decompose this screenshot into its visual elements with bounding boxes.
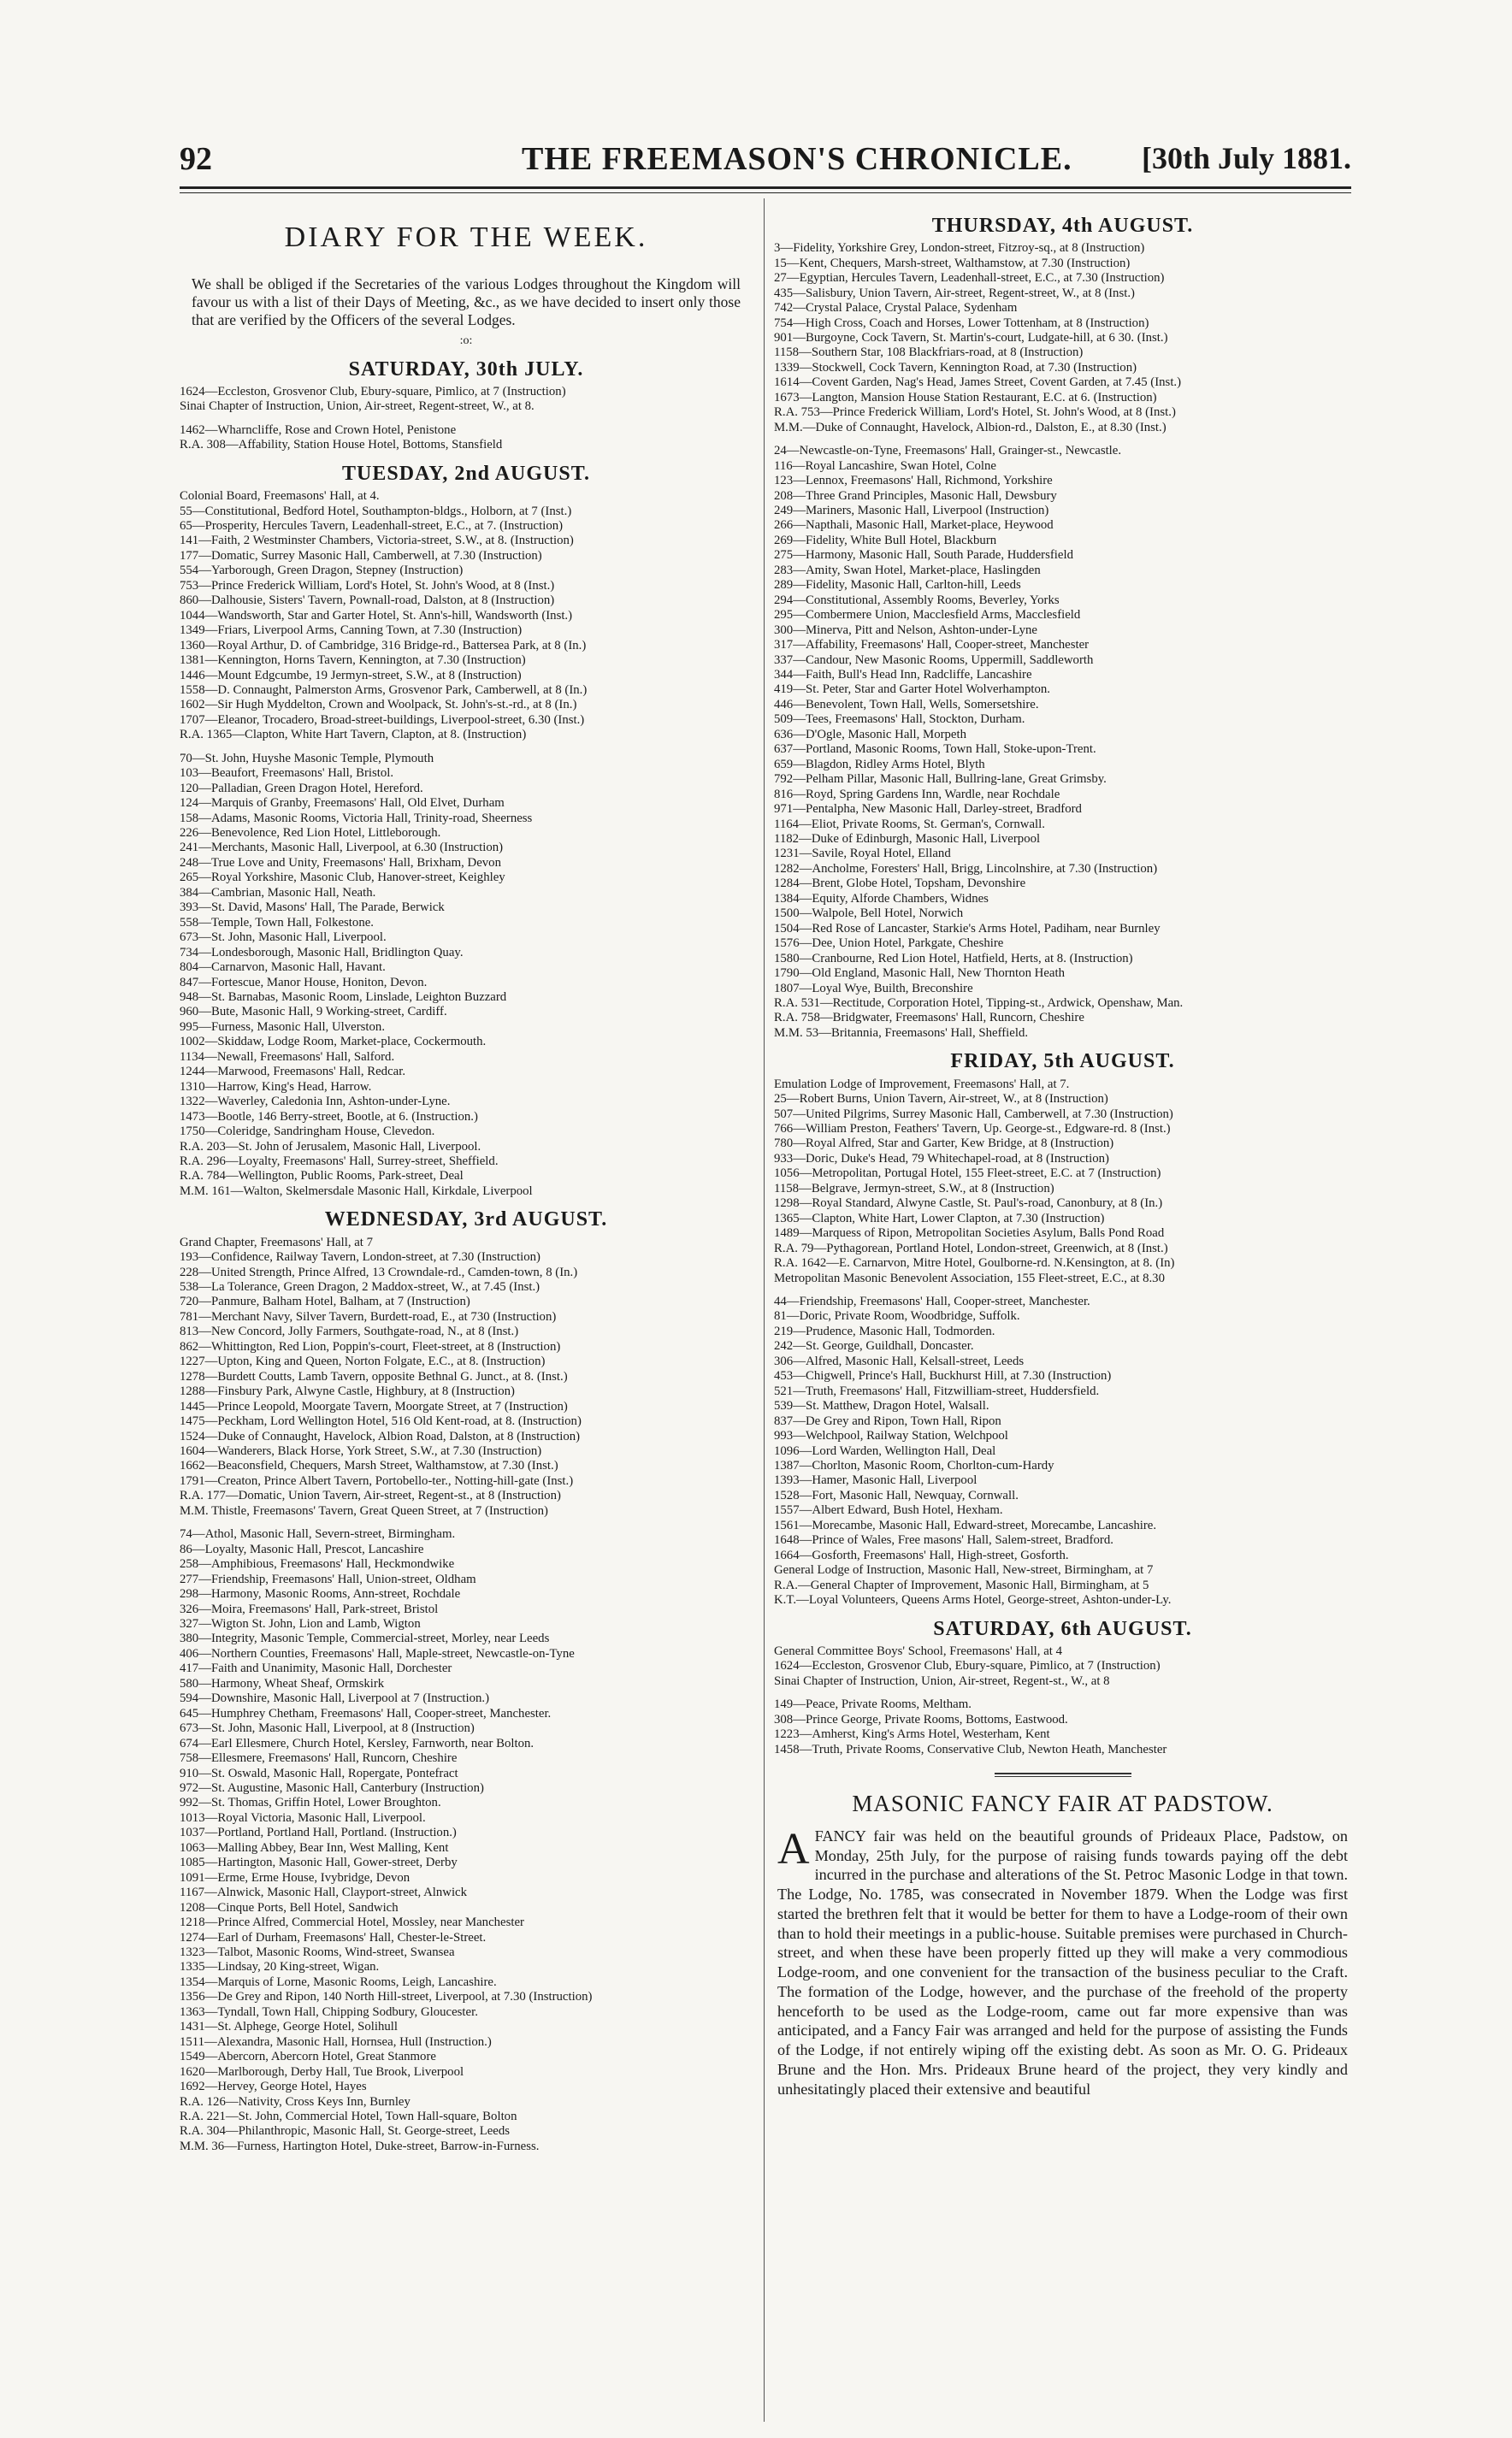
meeting-entry: R.A. 221—St. John, Commercial Hotel, Town Hall-square, Bolton [180, 2109, 517, 2123]
meeting-entry: R.A. 308—Affability, Station House Hotel, Bottoms, Stansfield [180, 438, 503, 452]
meeting-entry: K.T.—Loyal Volunteers, Queens Arms Hotel, George-street, Ashton-under-Ly. [774, 1593, 1172, 1608]
meeting-entry: 1576—Dee, Union Hotel, Parkgate, Cheshire [774, 936, 1004, 951]
meeting-entry: 507—United Pilgrims, Surrey Masonic Hall, Camberwell, at 7.30 (Instruction) [774, 1107, 1173, 1121]
meeting-entry: R.A. 1365—Clapton, White Hart Tavern, Clapton, at 8. (Instruction) [180, 728, 527, 742]
meeting-entry: General Committee Boys' School, Freemasons' Hall, at 4 [774, 1644, 1062, 1658]
meeting-entry: 792—Pelham Pillar, Masonic Hall, Bullring-lane, Great Grimsby. [774, 772, 1107, 787]
meeting-entry: 1335—Lindsay, 20 King-street, Wigan. [180, 1960, 380, 1975]
meeting-entry: 242—St. George, Guildhall, Doncaster. [774, 1339, 974, 1354]
meeting-entry: 645—Humphrey Chetham, Freemasons' Hall, Cooper-street, Manchester. [180, 1706, 552, 1721]
meeting-entry: R.A. 177—Domatic, Union Tavern, Air-street, Regent-st., at 8 (Instruction) [180, 1489, 561, 1503]
meeting-entry: 158—Adams, Masonic Rooms, Victoria Hall, Trinity-road, Sheerness [180, 811, 533, 825]
meeting-entry: 1604—Wanderers, Black Horse, York Street, S.W., at 7.30 (Instruction) [180, 1444, 542, 1459]
meeting-list [774, 1295, 1351, 1609]
meeting-entry: 813—New Concord, Jolly Farmers, Southgate-road, N., at 8 (Inst.) [180, 1325, 519, 1339]
meeting-entry: 1558—D. Connaught, Palmerston Arms, Grosvenor Park, Camberwell, at 8 (In.) [180, 682, 588, 697]
meeting-entry: 1489—Marquess of Ripon, Metropolitan Societies Asylum, Balls Pond Road [774, 1226, 1165, 1241]
meeting-entry: Sinai Chapter of Instruction, Union, Air-street, Regent-street, W., at 8. [180, 399, 535, 414]
article-title: MASONIC FANCY FAIR AT PADSTOW. [852, 1790, 1273, 1816]
meeting-entry: 417—Faith and Unanimity, Masonic Hall, Dorchester [180, 1662, 452, 1676]
meeting-entry: 995—Furness, Masonic Hall, Ulverston. [180, 1019, 386, 1034]
meeting-entry: 120—Palladian, Green Dragon Hotel, Hereford. [180, 781, 423, 795]
meeting-entry: 81—Doric, Private Room, Woodbridge, Suffolk. [774, 1309, 1020, 1324]
meeting-entry: 1511—Alexandra, Masonic Hall, Hornsea, Hull (Instruction.) [180, 2034, 492, 2049]
meeting-entry: 1322—Waverley, Caledonia Inn, Ashton-under-Lyne. [180, 1095, 451, 1109]
meeting-entry: 1134—Newall, Freemasons' Hall, Salford. [180, 1049, 395, 1064]
column-divider [764, 198, 765, 2422]
meeting-entry: Sinai Chapter of Instruction, Union, Air-street, Regent-st., W., at 8 [774, 1674, 1110, 1688]
group-gap [774, 1689, 1351, 1697]
meeting-entry: 317—Affability, Freemasons' Hall, Cooper-street, Manchester [774, 638, 1090, 652]
meeting-entry: 226—Benevolence, Red Lion Hotel, Littleborough. [180, 826, 441, 841]
meeting-entry: 149—Peace, Private Rooms, Meltham. [774, 1697, 972, 1712]
meeting-entry: 1085—Hartington, Masonic Hall, Gower-street, Derby [180, 1856, 458, 1870]
meeting-entry: 509—Tees, Freemasons' Hall, Stockton, Durham. [774, 712, 1025, 727]
meeting-entry: Metropolitan Masonic Benevolent Association, 155 Fleet-street, E.C., at 8.30 [774, 1271, 1165, 1285]
meeting-entry: 837—De Grey and Ripon, Town Hall, Ripon [774, 1414, 1001, 1428]
group-gap [774, 1286, 1351, 1295]
meeting-entry: 453—Chigwell, Prince's Hall, Buckhurst Hill, at 7.30 (Instruction) [774, 1369, 1112, 1384]
section-rule [995, 1773, 1131, 1777]
meeting-entry: 446—Benevolent, Town Hall, Wells, Somersetshire. [774, 697, 1039, 711]
meeting-entry: 1298—Royal Standard, Alwyne Castle, St. Paul's-road, Canonbury, at 8 (In.) [774, 1196, 1163, 1211]
meeting-entry: 1602—Sir Hugh Myddelton, Crown and Woolpack, St. John's-st.-rd., at 8 (In.) [180, 698, 577, 712]
meeting-entry: 972—St. Augustine, Masonic Hall, Canterbury (Instruction) [180, 1780, 484, 1795]
meeting-entry: 1218—Prince Alfred, Commercial Hotel, Mossley, near Manchester [180, 1916, 524, 1930]
meeting-entry: 1458—Truth, Private Rooms, Conservative Club, Newton Heath, Manchester [774, 1742, 1167, 1756]
meeting-entry: 1323—Talbot, Masonic Rooms, Wind-street, Swansea [180, 1945, 455, 1959]
meeting-entry: R.A. 531—Rectitude, Corporation Hotel, Tipping-st., Ardwick, Openshaw, Man. [774, 995, 1184, 1010]
meeting-entry: 219—Prudence, Masonic Hall, Todmorden. [774, 1324, 995, 1338]
meeting-entry: M.M. Thistle, Freemasons' Tavern, Great Queen Street, at 7 (Instruction) [180, 1503, 548, 1518]
meeting-entry: R.A. 296—Loyalty, Freemasons' Hall, Surrey-street, Sheffield. [180, 1154, 499, 1168]
meeting-entry: 25—Robert Burns, Union Tavern, Air-street, W., at 8 (Instruction) [774, 1092, 1108, 1107]
meeting-entry: 24—Newcastle-on-Tyne, Freemasons' Hall, Grainger-st., Newcastle. [774, 444, 1122, 458]
meeting-entry: 1354—Marquis of Lorne, Masonic Rooms, Leigh, Lancashire. [180, 1975, 497, 1989]
meeting-entry: 816—Royd, Spring Gardens Inn, Wardle, near Rochdale [774, 787, 1060, 801]
meeting-entry: 847—Fortescue, Manor House, Honiton, Devon. [180, 975, 428, 989]
meeting-entry: 1807—Loyal Wye, Builth, Breconshire [774, 981, 973, 995]
article-text: FANCY fair was held on the beautiful grounds of Prideaux Place, Padstow, on Monday, 25th July, for the purpose of raising funds towards paying off the debt incurred in the purchase and alterations of the St. Petroc Masonic Lodge in that town. The Lodge, No. 1785, was consecrated in November 1879. When the Lodge was first started the brethren felt that it would be better for them to have a Lodge-room of their own than to hold their meetings in a public-house. Suitable premises were purchased in Church-street, and when these have been properly fitted up they will make a very commodious Lodge-room, and one convenient for the transaction of the business peculiar to the Craft. The formation of the Lodge, however, and the purchase of the freehold of the property henceforth to be used as the Lodge-room, came out far more expensive than was anticipated, and a Fancy Fair was arranged and held for the purpose of assisting the Funds of the Lodge, if not entirely wiping off the existing debt. As soon as Mr. O. G. Prideaux Brune and the Hon. Mrs. Prideaux Brune heard of the project, they very kindly and unhesitatingly placed their extensive and beautiful [777, 1827, 1348, 2098]
meeting-entry: 435—Salisbury, Union Tavern, Air-street, Regent-street, W., at 8 (Inst.) [774, 286, 1135, 300]
meeting-entry: 65—Prosperity, Hercules Tavern, Leadenhall-street, E.C., at 7. (Instruction) [180, 518, 564, 533]
meeting-entry: 306—Alfred, Masonic Hall, Kelsall-street, Leeds [774, 1354, 1025, 1368]
meeting-entry: 327—Wigton St. John, Lion and Lamb, Wigton [180, 1617, 421, 1631]
meeting-entry: 1091—Erme, Erme House, Ivybridge, Devon [180, 1870, 410, 1885]
meeting-entry: 1624—Eccleston, Grosvenor Club, Ebury-square, Pimlico, at 7 (Instruction) [180, 384, 566, 398]
meeting-entry: 380—Integrity, Masonic Temple, Commercial-street, Morley, near Leeds [180, 1632, 550, 1646]
meeting-entry: 753—Prince Frederick William, Lord's Hotel, St. John's Wood, at 8 (Inst.) [180, 578, 555, 593]
meeting-entry: 862—Whittington, Red Lion, Poppin's-court, Fleet-street, at 8 (Instruction) [180, 1339, 561, 1354]
meeting-entry: 15—Kent, Chequers, Marsh-street, Walthamstow, at 7.30 (Instruction) [774, 256, 1131, 270]
meeting-entry: 1381—Kennington, Horns Tavern, Kennington, at 7.30 (Instruction) [180, 653, 526, 668]
meeting-entry: 971—Pentalpha, New Masonic Hall, Darley-street, Bradford [774, 802, 1082, 817]
meeting-entry: 116—Royal Lancashire, Swan Hotel, Colne [774, 458, 996, 473]
meeting-entry: 780—Royal Alfred, Star and Garter, Kew Bridge, at 8 (Instruction) [774, 1136, 1114, 1151]
paper-title: THE FREEMASON'S CHRONICLE. [522, 141, 1072, 177]
meeting-entry: 124—Marquis of Granby, Freemasons' Hall, Old Elvet, Durham [180, 796, 505, 811]
meeting-entry: 1791—Creaton, Prince Albert Tavern, Portobello-ter., Notting-hill-gate (Inst.) [180, 1473, 574, 1488]
meeting-entry: 266—Napthali, Masonic Hall, Market-place, Heywood [774, 518, 1054, 533]
meeting-entry: 300—Minerva, Pitt and Nelson, Ashton-under-Lyne [774, 623, 1037, 637]
meeting-list [180, 1527, 753, 2154]
meeting-entry: 1475—Peckham, Lord Wellington Hotel, 516 Old Kent-road, at 8. (Instruction) [180, 1414, 582, 1429]
meeting-entry: 1284—Brent, Globe Hotel, Topsham, Devonshire [774, 877, 1026, 891]
meeting-entry: 594—Downshire, Masonic Hall, Liverpool at 7 (Instruction.) [180, 1691, 490, 1706]
meeting-entry: 298—Harmony, Masonic Rooms, Ann-street, Rochdale [180, 1587, 461, 1602]
article-body [777, 1824, 1348, 2099]
meeting-entry: 344—Faith, Bull's Head Inn, Radcliffe, Lancashire [774, 668, 1032, 682]
meeting-list [774, 241, 1351, 435]
meeting-entry: 580—Harmony, Wheat Sheaf, Ormskirk [180, 1676, 385, 1691]
meeting-entry: 123—Lennox, Freemasons' Hall, Richmond, Yorkshire [774, 474, 1053, 488]
meeting-entry: 960—Bute, Masonic Hall, 9 Working-street, Cardiff. [180, 1005, 447, 1019]
meeting-entry: 1339—Stockwell, Cock Tavern, Kennington Road, at 7.30 (Instruction) [774, 360, 1137, 375]
meeting-entry: R.A. 753—Prince Frederick William, Lord's Hotel, St. John's Wood, at 8 (Inst.) [774, 405, 1176, 420]
meeting-entry: 308—Prince George, Private Rooms, Bottoms, Eastwood. [774, 1712, 1068, 1727]
diary-intro: We shall be obliged if the Secretaries of the various Lodges throughout the Kingdom will favour us with a list of their Days of Meeting, &c., as we have decided to insert only those that are verified by the Officers of the several Lodges. [192, 275, 741, 329]
meeting-entry: 1528—Fort, Masonic Hall, Newquay, Cornwall. [774, 1488, 1019, 1502]
meeting-entry: 1393—Hamer, Masonic Hall, Liverpool [774, 1473, 977, 1488]
meeting-list [774, 1077, 1351, 1286]
meeting-entry: 538—La Tolerance, Green Dragon, 2 Maddox-street, W., at 7.45 (Inst.) [180, 1280, 540, 1295]
group-gap [180, 1519, 753, 1527]
meeting-list [774, 1644, 1351, 1689]
meeting-entry: 1044—Wandsworth, Star and Garter Hotel, St. Ann's-hill, Wandsworth (Inst.) [180, 608, 573, 623]
meeting-entry: 275—Harmony, Masonic Hall, South Parade, Huddersfield [774, 548, 1073, 563]
masthead-rule-thick [180, 186, 1351, 189]
meeting-entry: 1384—Equity, Alforde Chambers, Widnes [774, 891, 989, 906]
masthead [180, 137, 1351, 188]
day-heading-tuesday-2: TUESDAY, 2nd AUGUST. [342, 462, 590, 485]
page-number: 92 [180, 141, 212, 177]
meeting-entry: 1473—Bootle, 146 Berry-street, Bootle, at 6. (Instruction.) [180, 1109, 478, 1124]
meeting-entry: 1445—Prince Leopold, Moorgate Tavern, Moorgate Street, at 7 (Instruction) [180, 1399, 568, 1414]
meeting-entry: 673—St. John, Masonic Hall, Liverpool. [180, 930, 387, 945]
meeting-entry: 249—Mariners, Masonic Hall, Liverpool (Instruction) [774, 504, 1049, 518]
meeting-entry: 1790—Old England, Masonic Hall, New Thornton Heath [774, 966, 1065, 981]
meeting-entry: 241—Merchants, Masonic Hall, Liverpool, at 6.30 (Instruction) [180, 841, 504, 855]
meeting-entry: 248—True Love and Unity, Freemasons' Hall, Brixham, Devon [180, 855, 501, 870]
drop-cap: A [777, 1824, 810, 1874]
meeting-entry: 1056—Metropolitan, Portugal Hotel, 155 Fleet-street, E.C. at 7 (Instruction) [774, 1166, 1161, 1181]
meeting-entry: 3—Fidelity, Yorkshire Grey, London-street, Fitzroy-sq., at 8 (Instruction) [774, 241, 1145, 256]
meeting-entry: 637—Portland, Masonic Rooms, Town Hall, Stoke-upon-Trent. [774, 742, 1096, 757]
meeting-entry: R.A. 79—Pythagorean, Portland Hotel, London-street, Greenwich, at 8 (Inst.) [774, 1241, 1168, 1255]
meeting-entry: 1500—Walpole, Bell Hotel, Norwich [774, 906, 964, 921]
meeting-entry: 1244—Marwood, Freemasons' Hall, Redcar. [180, 1065, 406, 1079]
day-heading-saturday-6: SATURDAY, 6th AUGUST. [933, 1617, 1192, 1640]
meeting-entry: 1446—Mount Edgcumbe, 19 Jermyn-street, S.W., at 8 (Instruction) [180, 668, 522, 682]
meeting-list [774, 444, 1351, 1041]
meeting-entry: 384—Cambrian, Masonic Hall, Neath. [180, 885, 376, 900]
meeting-entry: 1524—Duke of Connaught, Havelock, Albion Road, Dalston, at 8 (Instruction) [180, 1429, 581, 1443]
meeting-entry: R.A. 1642—E. Carnarvon, Mitre Hotel, Goulborne-rd. N.Kensington, at 8. (In) [774, 1256, 1175, 1271]
meeting-list [180, 423, 753, 453]
meeting-entry: 1208—Cinque Ports, Bell Hotel, Sandwich [180, 1900, 399, 1915]
meeting-entry: 910—St. Oswald, Masonic Hall, Ropergate, Pontefract [180, 1766, 458, 1780]
meeting-entry: 1164—Eliot, Private Rooms, St. German's, Cornwall. [774, 817, 1045, 831]
meeting-entry: 1002—Skiddaw, Lodge Room, Market-place, Cockermouth. [180, 1035, 487, 1049]
day-heading-thursday-4: THURSDAY, 4th AUGUST. [931, 215, 1194, 237]
issue-date: [30th July 1881. [1141, 141, 1351, 175]
meeting-entry: 1363—Tyndall, Town Hall, Chipping Sodbury, Gloucester. [180, 2004, 478, 2019]
meeting-entry: 1167—Alnwick, Masonic Hall, Clayport-street, Alnwick [180, 1886, 468, 1900]
meeting-entry: 1750—Coleridge, Sandringham House, Clevedon. [180, 1125, 435, 1139]
meeting-entry: 993—Welchpool, Railway Station, Welchpool [774, 1429, 1008, 1443]
meeting-entry: 1557—Albert Edward, Bush Hotel, Hexham. [774, 1503, 1003, 1518]
meeting-entry: 27—Egyptian, Hercules Tavern, Leadenhall-street, E.C., at 7.30 (Instruction) [774, 271, 1165, 286]
meeting-entry: 294—Constitutional, Assembly Rooms, Beverley, Yorks [774, 593, 1060, 607]
meeting-entry: 295—Combermere Union, Macclesfield Arms, Macclesfield [774, 608, 1081, 623]
meeting-entry: 1580—Cranbourne, Red Lion Hotel, Hatfield, Herts, at 8. (Instruction) [774, 951, 1133, 965]
meeting-entry: 636—D'Ogle, Masonic Hall, Morpeth [774, 727, 966, 741]
meeting-entry: 558—Temple, Town Hall, Folkestone. [180, 915, 374, 930]
meeting-entry: 1664—Gosforth, Freemasons' Hall, High-street, Gosforth. [774, 1548, 1069, 1562]
meeting-entry: 860—Dalhousie, Sisters' Tavern, Pownall-road, Dalston, at 8 (Instruction) [180, 593, 555, 608]
meeting-entry: 901—Burgoyne, Cock Tavern, St. Martin's-court, Ludgate-hill, at 6 30. (Inst.) [774, 331, 1168, 345]
meeting-entry: M.M. 53—Britannia, Freemasons' Hall, Sheffield. [774, 1025, 1029, 1040]
meeting-entry: 208—Three Grand Principles, Masonic Hall, Dewsbury [774, 488, 1057, 503]
meeting-entry: 659—Blagdon, Ridley Arms Hotel, Blyth [774, 757, 985, 771]
meeting-entry: 1504—Red Rose of Lancaster, Starkie's Arms Hotel, Padiham, near Burnley [774, 921, 1161, 936]
group-gap [180, 743, 753, 752]
meeting-entry: 1349—Friars, Liverpool Arms, Canning Town, at 7.30 (Instruction) [180, 623, 523, 638]
meeting-entry: Grand Chapter, Freemasons' Hall, at 7 [180, 1235, 374, 1249]
meeting-entry: 269—Fidelity, White Bull Hotel, Blackburn [774, 533, 997, 547]
meeting-entry: 766—William Preston, Feathers' Tavern, Up. George-st., Edgware-rd. 8 (Inst.) [774, 1122, 1171, 1136]
meeting-entry: 103—Beaufort, Freemasons' Hall, Bristol. [180, 766, 394, 781]
left-column [180, 205, 753, 2154]
meeting-entry: 419—St. Peter, Star and Garter Hotel Wolverhampton. [774, 682, 1050, 697]
meeting-entry: R.A. 304—Philanthropic, Masonic Hall, St. George-street, Leeds [180, 2124, 511, 2139]
meeting-entry: 1620—Marlborough, Derby Hall, Tue Brook, Liverpool [180, 2064, 464, 2079]
meeting-entry: 1227—Upton, King and Queen, Norton Folgate, E.C., at 8. (Instruction) [180, 1355, 546, 1369]
meeting-list [180, 1236, 753, 1520]
meeting-entry: General Lodge of Instruction, Masonic Hall, New-street, Birmingham, at 7 [774, 1563, 1154, 1578]
meeting-entry: 1387—Chorlton, Masonic Room, Chorlton-cum-Hardy [774, 1458, 1054, 1473]
meeting-entry: 673—St. John, Masonic Hall, Liverpool, at 8 (Instruction) [180, 1721, 475, 1736]
meeting-entry: 948—St. Barnabas, Masonic Room, Linslade, Leighton Buzzard [180, 990, 507, 1005]
masthead-rule-thin [180, 192, 1351, 193]
meeting-entry: 1274—Earl of Durham, Freemasons' Hall, Chester-le-Street. [180, 1930, 487, 1945]
group-gap [774, 435, 1351, 444]
meeting-entry: 70—St. John, Huyshe Masonic Temple, Plymouth [180, 751, 434, 765]
diary-title: DIARY FOR THE WEEK. [284, 221, 648, 253]
meeting-entry: 781—Merchant Navy, Silver Tavern, Burdett-road, E., at 730 (Instruction) [180, 1309, 557, 1324]
meeting-entry: 193—Confidence, Railway Tavern, London-street, at 7.30 (Instruction) [180, 1250, 540, 1265]
meeting-entry: 1310—Harrow, King's Head, Harrow. [180, 1079, 372, 1094]
meeting-entry: 1096—Lord Warden, Wellington Hall, Deal [774, 1443, 996, 1458]
meeting-entry: 406—Northern Counties, Freemasons' Hall, Maple-street, Newcastle-on-Tyne [180, 1646, 575, 1661]
meeting-entry: 1662—Beaconsfield, Chequers, Marsh Street, Walthamstow, at 7.30 (Inst.) [180, 1459, 558, 1473]
meeting-entry: 1231—Savile, Royal Hotel, Elland [774, 847, 951, 861]
meeting-entry: R.A. 203—St. John of Jerusalem, Masonic Hall, Liverpool. [180, 1139, 481, 1154]
meeting-entry: 742—Crystal Palace, Crystal Palace, Sydenham [774, 301, 1018, 316]
meeting-entry: 758—Ellesmere, Freemasons' Hall, Runcorn, Cheshire [180, 1751, 458, 1766]
meeting-entry: 326—Moira, Freemasons' Hall, Park-street, Bristol [180, 1602, 439, 1616]
meeting-entry: 1282—Ancholme, Foresters' Hall, Brigg, Lincolnshire, at 7.30 (Instruction) [774, 861, 1158, 876]
right-column [774, 205, 1351, 2099]
meeting-list [180, 752, 753, 1200]
meeting-entry: 1673—Langton, Mansion House Station Restaurant, E.C. at 6. (Instruction) [774, 390, 1157, 404]
meeting-entry: 228—United Strength, Prince Alfred, 13 Crowndale-rd., Camden-town, 8 (In.) [180, 1265, 578, 1279]
meeting-entry: 1707—Eleanor, Trocadero, Broad-street-buildings, Liverpool-street, 6.30 (Inst.) [180, 712, 585, 727]
meeting-entry: 55—Constitutional, Bedford Hotel, Southampton-bldgs., Holborn, at 7 (Inst.) [180, 504, 572, 518]
meeting-entry: 265—Royal Yorkshire, Masonic Club, Hanover-street, Keighley [180, 871, 505, 885]
meeting-entry: 1648—Prince of Wales, Free masons' Hall, Salem-street, Bradford. [774, 1533, 1113, 1548]
meeting-entry: 1223—Amherst, King's Arms Hotel, Westerham, Kent [774, 1727, 1050, 1742]
meeting-entry: 1360—Royal Arthur, D. of Cambridge, 316 Bridge-rd., Battersea Park, at 8 (In.) [180, 638, 587, 652]
meeting-entry: 804—Carnarvon, Masonic Hall, Havant. [180, 960, 386, 975]
meeting-entry: 1561—Morecambe, Masonic Hall, Edward-street, Morecambe, Lancashire. [774, 1518, 1157, 1532]
meeting-entry: 1624—Eccleston, Grosvenor Club, Ebury-square, Pimlico, at 7 (Instruction) [774, 1659, 1161, 1674]
meeting-entry: 393—St. David, Masons' Hall, The Parade, Berwick [180, 900, 445, 915]
group-gap [180, 415, 753, 423]
meeting-entry: 1037—Portland, Portland Hall, Portland. (Instruction.) [180, 1826, 457, 1840]
meeting-entry: Colonial Board, Freemasons' Hall, at 4. [180, 489, 380, 504]
meeting-entry: Emulation Lodge of Improvement, Freemasons' Hall, at 7. [774, 1077, 1070, 1091]
meeting-entry: 1614—Covent Garden, Nag's Head, James Street, Covent Garden, at 7.45 (Inst.) [774, 375, 1182, 390]
day-heading-saturday-30: SATURDAY, 30th JULY. [348, 357, 584, 381]
meeting-list [774, 1697, 1351, 1757]
meeting-entry: 258—Amphibious, Freemasons' Hall, Heckmondwike [180, 1557, 455, 1572]
meeting-entry: 1013—Royal Victoria, Masonic Hall, Liverpool. [180, 1810, 426, 1825]
meeting-entry: 74—Athol, Masonic Hall, Severn-street, Birmingham. [180, 1527, 456, 1542]
meeting-entry: 933—Doric, Duke's Head, 79 Whitechapel-road, at 8 (Instruction) [774, 1151, 1109, 1166]
meeting-entry: 539—St. Matthew, Dragon Hotel, Walsall. [774, 1399, 989, 1414]
meeting-entry: R.A. 784—Wellington, Public Rooms, Park-street, Deal [180, 1169, 464, 1184]
meeting-entry: 754—High Cross, Coach and Horses, Lower Tottenham, at 8 (Instruction) [774, 316, 1149, 330]
meeting-entry: 674—Earl Ellesmere, Church Hotel, Kersley, Farnworth, near Bolton. [180, 1736, 535, 1750]
meeting-entry: 1365—Clapton, White Hart, Lower Clapton, at 7.30 (Instruction) [774, 1211, 1105, 1225]
meeting-entry: R.A. 758—Bridgwater, Freemasons' Hall, Runcorn, Cheshire [774, 1011, 1084, 1025]
meeting-entry: 289—Fidelity, Masonic Hall, Carlton-hill, Leeds [774, 578, 1021, 593]
meeting-entry: 1063—Malling Abbey, Bear Inn, West Malling, Kent [180, 1840, 449, 1855]
meeting-list [180, 489, 753, 743]
meeting-entry: 1462—Wharncliffe, Rose and Crown Hotel, Penistone [180, 422, 457, 437]
meeting-entry: 1182—Duke of Edinburgh, Masonic Hall, Liverpool [774, 831, 1041, 846]
meeting-entry: M.M. 161—Walton, Skelmersdale Masonic Hall, Kirkdale, Liverpool [180, 1184, 533, 1198]
meeting-entry: 734—Londesborough, Masonic Hall, Bridlington Quay. [180, 945, 464, 959]
meeting-entry: R.A. 126—Nativity, Cross Keys Inn, Burnley [180, 2094, 410, 2109]
meeting-entry: 1158—Southern Star, 108 Blackfriars-road, at 8 (Instruction) [774, 345, 1084, 360]
meeting-entry: 283—Amity, Swan Hotel, Market-place, Haslingden [774, 563, 1041, 577]
meeting-entry: 44—Friendship, Freemasons' Hall, Cooper-street, Manchester. [774, 1294, 1090, 1308]
meeting-entry: 141—Faith, 2 Westminster Chambers, Victoria-street, S.W., at 8. (Instruction) [180, 534, 574, 548]
meeting-entry: R.A.—General Chapter of Improvement, Masonic Hall, Birmingham, at 5 [774, 1578, 1149, 1592]
meeting-entry: 277—Friendship, Freemasons' Hall, Union-street, Oldham [180, 1572, 476, 1586]
day-heading-friday-5: FRIDAY, 5th AUGUST. [950, 1050, 1175, 1073]
meeting-entry: 1288—Finsbury Park, Alwyne Castle, Highbury, at 8 (Instruction) [180, 1384, 515, 1399]
meeting-entry: 177—Domatic, Surrey Masonic Hall, Camberwell, at 7.30 (Instruction) [180, 548, 542, 563]
meeting-entry: 1158—Belgrave, Jermyn-street, S.W., at 8 (Instruction) [774, 1181, 1054, 1195]
meeting-entry: 1549—Abercorn, Abercorn Hotel, Great Stanmore [180, 2050, 436, 2064]
meeting-entry: 1356—De Grey and Ripon, 140 North Hill-street, Liverpool, at 7.30 (Instruction) [180, 1990, 593, 2004]
meeting-entry: 720—Panmure, Balham Hotel, Balham, at 7 (Instruction) [180, 1295, 470, 1309]
meeting-entry: M.M. 36—Furness, Hartington Hotel, Duke-street, Barrow-in-Furness. [180, 2139, 540, 2153]
meeting-entry: 337—Candour, New Masonic Rooms, Uppermill, Saddleworth [774, 652, 1094, 667]
meeting-entry: 1692—Hervey, George Hotel, Hayes [180, 2080, 367, 2094]
meeting-list [180, 385, 753, 415]
meeting-entry: 554—Yarborough, Green Dragon, Stepney (Instruction) [180, 564, 464, 578]
ornament-divider: :o: [459, 334, 473, 348]
meeting-entry: 1278—Burdett Coutts, Lamb Tavern, opposite Bethnal G. Junct., at 8. (Inst.) [180, 1369, 568, 1384]
meeting-entry: 521—Truth, Freemasons' Hall, Fitzwilliam-street, Huddersfield. [774, 1384, 1100, 1398]
meeting-entry: 86—Loyalty, Masonic Hall, Prescot, Lancashire [180, 1542, 424, 1556]
meeting-entry: 992—St. Thomas, Griffin Hotel, Lower Broughton. [180, 1796, 441, 1810]
meeting-entry: 1431—St. Alphege, George Hotel, Solihull [180, 2020, 398, 2034]
meeting-entry: M.M.—Duke of Connaught, Havelock, Albion-rd., Dalston, E., at 8.30 (Inst.) [774, 420, 1166, 434]
day-heading-wednesday-3: WEDNESDAY, 3rd AUGUST. [324, 1208, 608, 1231]
